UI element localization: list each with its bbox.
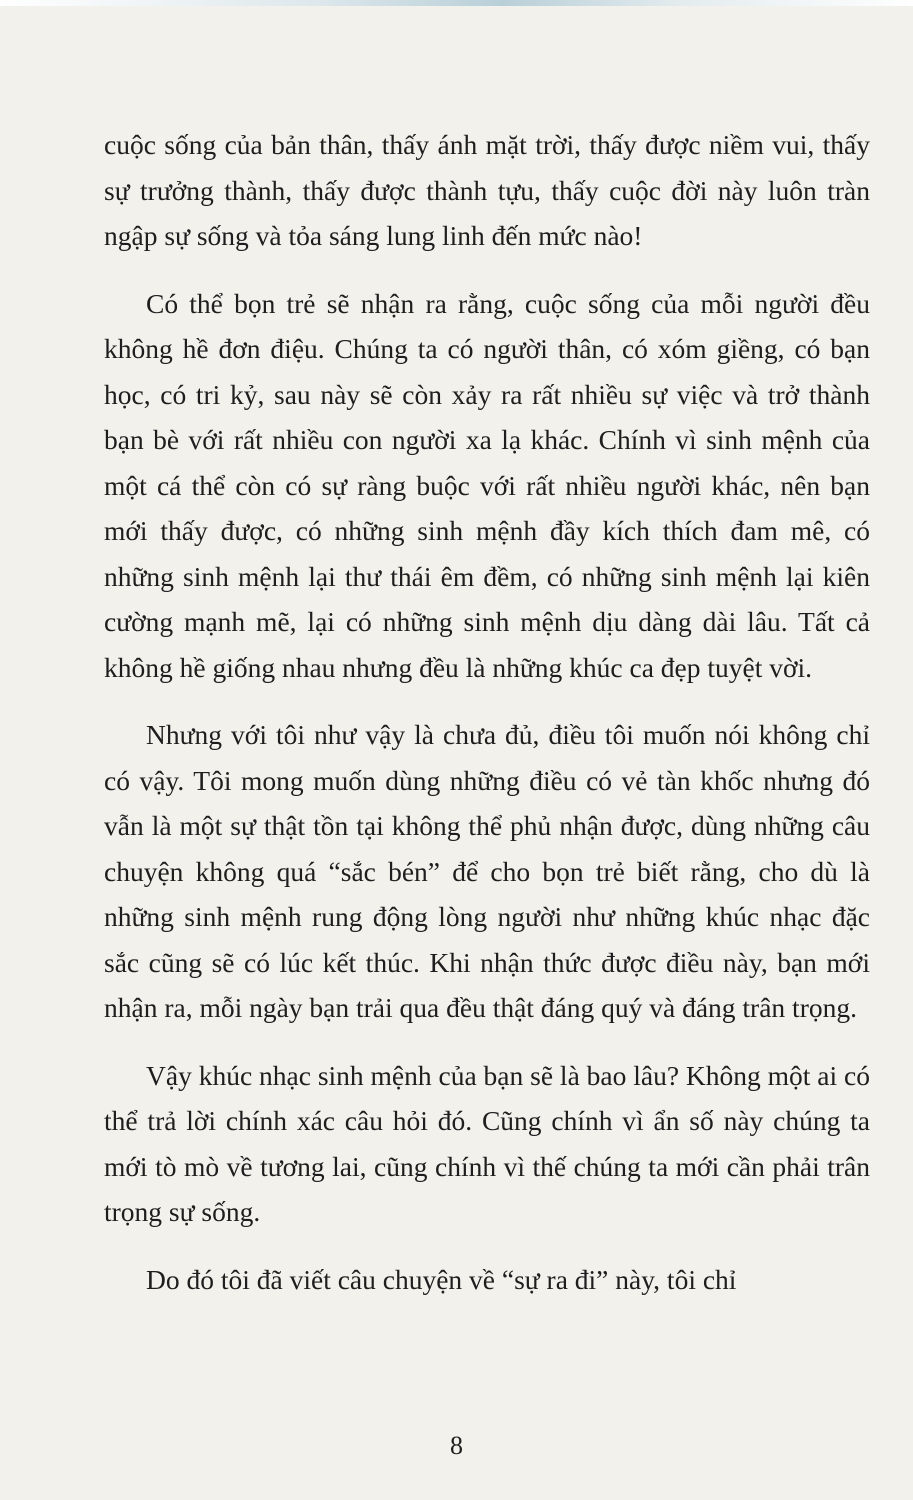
paragraph-4: Vậy khúc nhạc sinh mệnh của bạn sẽ là bao lâu? Không một ai có thể trả lời chính xác câu hỏi đó. Cũng chính vì ẩn số này chúng ta mới tò mò về tương lai, cũng chính vì thế chúng ta mới cần phải trân trọng sự sống.: [104, 1059, 870, 1227]
page-top-edge: [0, 0, 913, 6]
paragraph-1: cuộc sống của bản thân, thấy ánh mặt trời, thấy được niềm vui, thấy sự trưởng thành, thấy được thành tựu, thấy cuộc đời này luôn tràn ngập sự sống và tỏa sáng lung linh đến mức nào!: [104, 129, 870, 251]
page-body: [104, 122, 870, 1324]
paragraph-5: Do đó tôi đã viết câu chuyện về “sự ra đi” này, tôi chỉ: [146, 1263, 737, 1295]
page-number: 8: [450, 1431, 463, 1460]
paragraph-3: Nhưng với tôi như vậy là chưa đủ, điều tôi muốn nói không chỉ có vậy. Tôi mong muốn dùng những điều có vẻ tàn khốc nhưng đó vẫn là một sự thật tồn tại không thể phủ nhận được, dùng những câu chuyện không quá “sắc bén” để cho bọn trẻ biết rằng, cho dù là những sinh mệnh rung động lòng người như những khúc nhạc đặc sắc cũng sẽ có lúc kết thúc. Khi nhận thức được điều này, bạn mới nhận ra, mỗi ngày bạn trải qua đều thật đáng quý và đáng trân trọng.: [104, 719, 870, 1023]
paragraph-2: Có thể bọn trẻ sẽ nhận ra rằng, cuộc sống của mỗi người đều không hề đơn điệu. Chúng ta có người thân, có xóm giềng, có bạn học, có tri kỷ, sau này sẽ còn xảy ra rất nhiều sự việc và trở thành bạn bè với rất nhiều con người xa lạ khác. Chính vì sinh mệnh của một cá thể còn có sự ràng buộc với rất nhiều người khác, nên bạn mới thấy được, có những sinh mệnh đầy kích thích đam mê, có những sinh mệnh lại thư thái êm đềm, có những sinh mệnh lại kiên cường mạnh mẽ, lại có những sinh mệnh dịu dàng dài lâu. Tất cả không hề giống nhau nhưng đều là những khúc ca đẹp tuyệt vời.: [104, 287, 870, 683]
